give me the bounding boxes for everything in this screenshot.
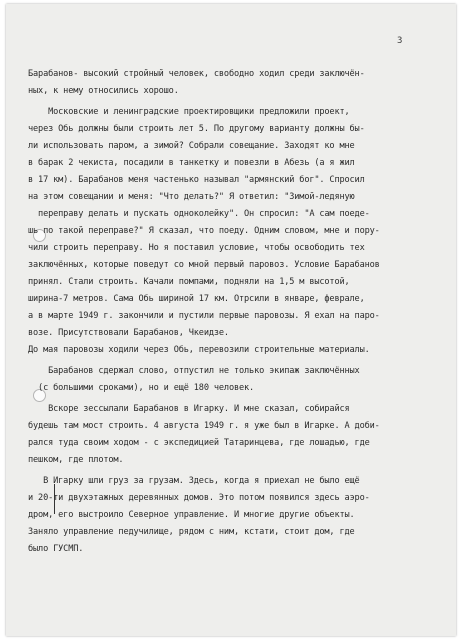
text-line: переправу делать и пускать одноколейку". Он спросил: "А сам поеде-: [28, 209, 370, 219]
text-line: заключённых, которые поведут со мной первый паровоз. Условие Барабанов: [28, 260, 380, 270]
page-number: 3: [397, 36, 403, 46]
text-line: через Обь должны были строить лет 5. По другому варианту должны бы-: [28, 124, 365, 134]
text-line: (с большими сроками), но и ещё 180 человек.: [28, 383, 255, 393]
text-line: Барабанов- высокий стройный человек, свободно ходил среди заключён-: [28, 69, 365, 79]
text-line: возе. Присутствовали Барабанов, Чкеидзе.: [28, 328, 229, 338]
text-line: В Игарку шли груз за грузам. Здесь, когда я приехал не было ещё: [28, 476, 360, 486]
text-line: шь по такой переправе?" Я сказал, что поеду. Одним словом, мне и пору-: [28, 226, 380, 236]
text-line: Барабанов сдержал слово, отпустил не только экипаж заключённых: [28, 366, 360, 376]
text-line: в 17 км). Барабанов меня частенько называл "армянский бог". Спросил: [28, 175, 365, 185]
text-line: Московские и ленинградские проектировщики предложили проект,: [28, 107, 350, 117]
text-line: чили строить переправу. Но я поставил условие, чтобы освободить тех: [28, 243, 365, 253]
text-line: в барак 2 чекиста, посадили в танкетку и повезли в Абезь (а я жил: [28, 158, 355, 168]
text-line: Заняло управление педучилище, рядом с ним, кстати, стоит дом, где: [28, 527, 355, 537]
text-line: будешь там мост строить. 4 августа 1949 г. я уже был в Игарке. А доби-: [28, 421, 380, 431]
typed-text: [28, 66, 448, 558]
text-line: дром, его выстроило Северное управление. И многие другие объекты.: [28, 510, 355, 520]
text-line: и 20-ти двухэтажных деревянных домов. Это потом появился здесь аэро-: [28, 493, 370, 503]
text-line: ли использовать паром, а зимой? Собрали совещание. Заходят ко мне: [28, 141, 355, 151]
text-line: на этом совещании и меня: "Что делать?" Я ответил: "Зимой-ледяную: [28, 192, 355, 202]
text-line: До мая паровозы ходили через Обь, перевозили строительные материалы.: [28, 345, 370, 355]
text-line: Вскоре зессылали Барабанов в Игарку. И мне сказал, собирайся: [28, 404, 350, 414]
text-line: ширина-7 метров. Сама Обь шириной 17 км. Отрсили в январе, феврале,: [28, 294, 365, 304]
document-page: [6, 4, 456, 636]
text-line: а в марте 1949 г. закончили и пустили первые паровозы. Я ехал на паро-: [28, 311, 380, 321]
text-line: рался туда своим ходом - с экспедицией Татаринцева, где лошадью, где: [28, 438, 370, 448]
text-line: пешком, где плотом.: [28, 455, 124, 465]
text-line: было ГУСМП.: [28, 544, 84, 554]
text-line: ных, к нему относились хорошо.: [28, 86, 179, 96]
text-line: принял. Стали строить. Качали помпами, подняли на 1,5 м высотой,: [28, 277, 350, 287]
